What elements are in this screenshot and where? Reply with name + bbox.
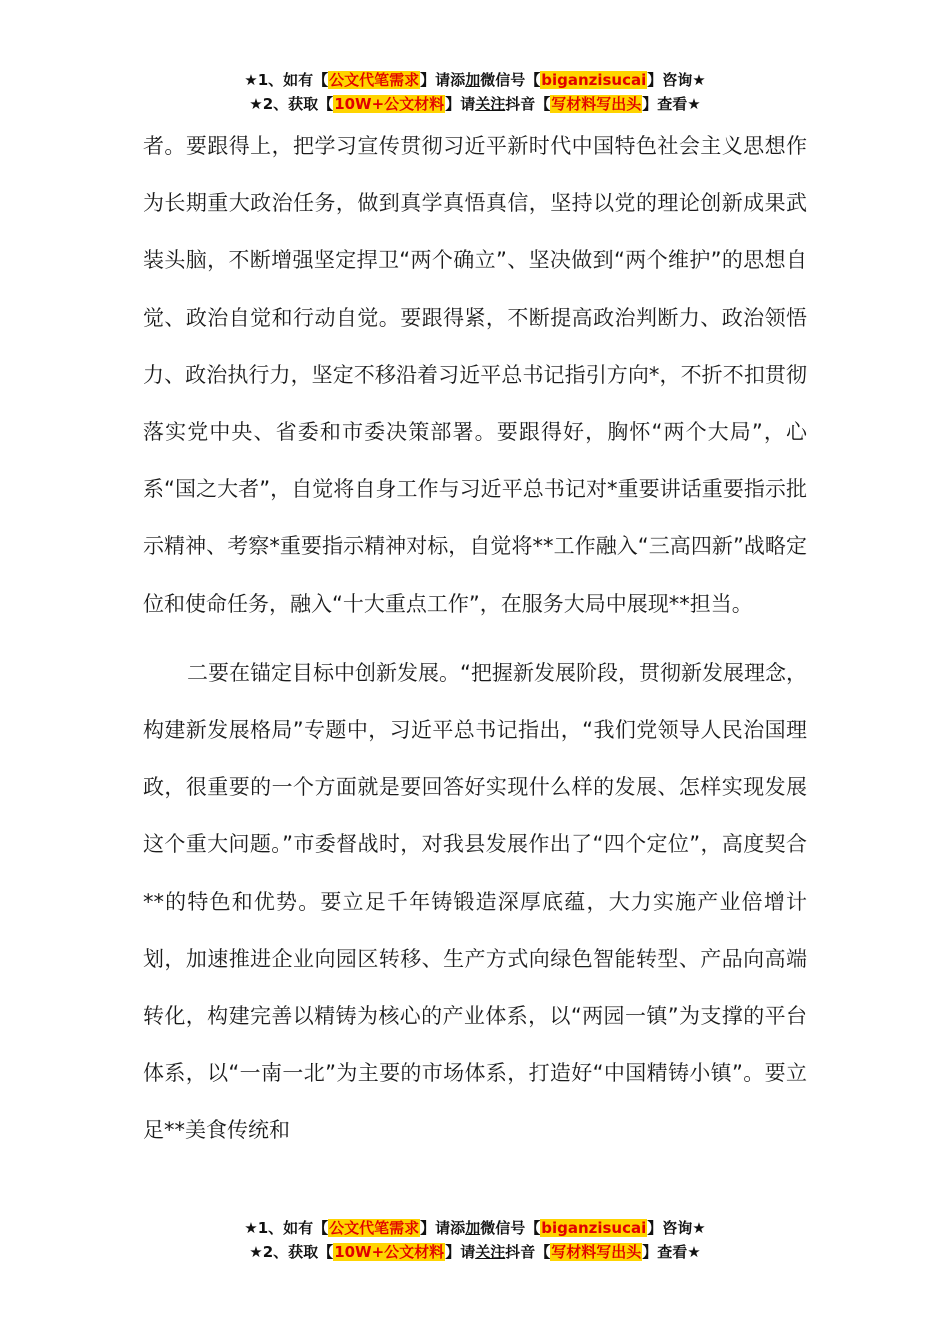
highlight-ghostwriting: 公文代笔需求 <box>329 71 420 89</box>
highlight-douyin-account: 写材料写出头 <box>551 1243 642 1261</box>
banner-text: 】请添 <box>420 71 466 89</box>
highlight-douyin-account: 写材料写出头 <box>551 95 642 113</box>
banner-text: 抖音【 <box>505 1243 551 1261</box>
banner-underlined-text: 关注 <box>475 95 506 113</box>
highlight-ghostwriting: 公文代笔需求 <box>329 1219 420 1237</box>
banner-text: 】查看★ <box>642 1243 701 1261</box>
header-banner <box>0 68 950 116</box>
banner-text: 】咨询★ <box>647 71 706 89</box>
banner-text: 】请添 <box>420 1219 466 1237</box>
highlight-wechat-id: biganzisucai <box>541 71 647 89</box>
banner-underlined-text: 加 <box>465 71 481 89</box>
document-body <box>143 118 807 1160</box>
banner-text: ★2、获取【 <box>249 1243 334 1261</box>
banner-text: 】请 <box>445 1243 476 1261</box>
body-paragraph-1: 者。要跟得上，把学习宣传贯彻习近平新时代中国特色社会主义思想作为长期重大政治任务，做到真学真悟真信，坚持以党的理论创新成果武装头脑，不断增强坚定捍卫“两个确立”、坚决做到“两个维护”的思想自觉、政治自觉和行动自觉。要跟得紧，不断提高政治判断力、政治领悟力、政治执行力，坚定不移沿着习近平总书记指引方向*，不折不扣贯彻落实党中央、省委和市委决策部署。要跟得好，胸怀“两个大局”，心系“国之大者”，自觉将自身工作与习近平总书记对*重要讲话重要指示批示精神、考察*重要指示精神对标，自觉将**工作融入“三高四新”战略定位和使命任务，融入“十大重点工作”，在服务大局中展现**担当。 <box>143 134 807 616</box>
banner-text: 微信号【 <box>480 1219 541 1237</box>
footer-banner-line-2 <box>0 1240 950 1264</box>
banner-text: 】请 <box>445 95 476 113</box>
banner-text: 】查看★ <box>642 95 701 113</box>
banner-underlined-text: 加 <box>465 1219 481 1237</box>
banner-text: 】咨询★ <box>647 1219 706 1237</box>
highlight-wechat-id: biganzisucai <box>541 1219 647 1237</box>
highlight-materials: 10W+公文材料 <box>334 1243 445 1261</box>
footer-banner <box>0 1216 950 1264</box>
banner-text: 微信号【 <box>480 71 541 89</box>
header-banner-line-1 <box>0 68 950 92</box>
header-banner-line-2 <box>0 92 950 116</box>
banner-text: 抖音【 <box>505 95 551 113</box>
banner-text: ★1、如有【 <box>244 1219 329 1237</box>
banner-text: ★2、获取【 <box>249 95 334 113</box>
footer-banner-line-1 <box>0 1216 950 1240</box>
banner-underlined-text: 关注 <box>475 1243 506 1261</box>
body-paragraph-2: 二要在锚定目标中创新发展。“把握新发展阶段，贯彻新发展理念，构建新发展格局”专题中，习近平总书记指出，“我们党领导人民治国理政，很重要的一个方面就是要回答好实现什么样的发展、怎样实现发展这个重大问题。”市委督战时，对我县发展作出了“四个定位”，高度契合**的特色和优势。要立足千年铸锻造深厚底蕴，大力实施产业倍增计划，加速推进企业向园区转移、生产方式向绿色智能转型、产品向高端转化，构建完善以精铸为核心的产业体系，以“两园一镇”为支撑的平台体系，以“一南一北”为主要的市场体系，打造好“中国精铸小镇”。要立足**美食传统和 <box>143 660 807 1143</box>
highlight-materials: 10W+公文材料 <box>334 95 445 113</box>
banner-text: ★1、如有【 <box>244 71 329 89</box>
